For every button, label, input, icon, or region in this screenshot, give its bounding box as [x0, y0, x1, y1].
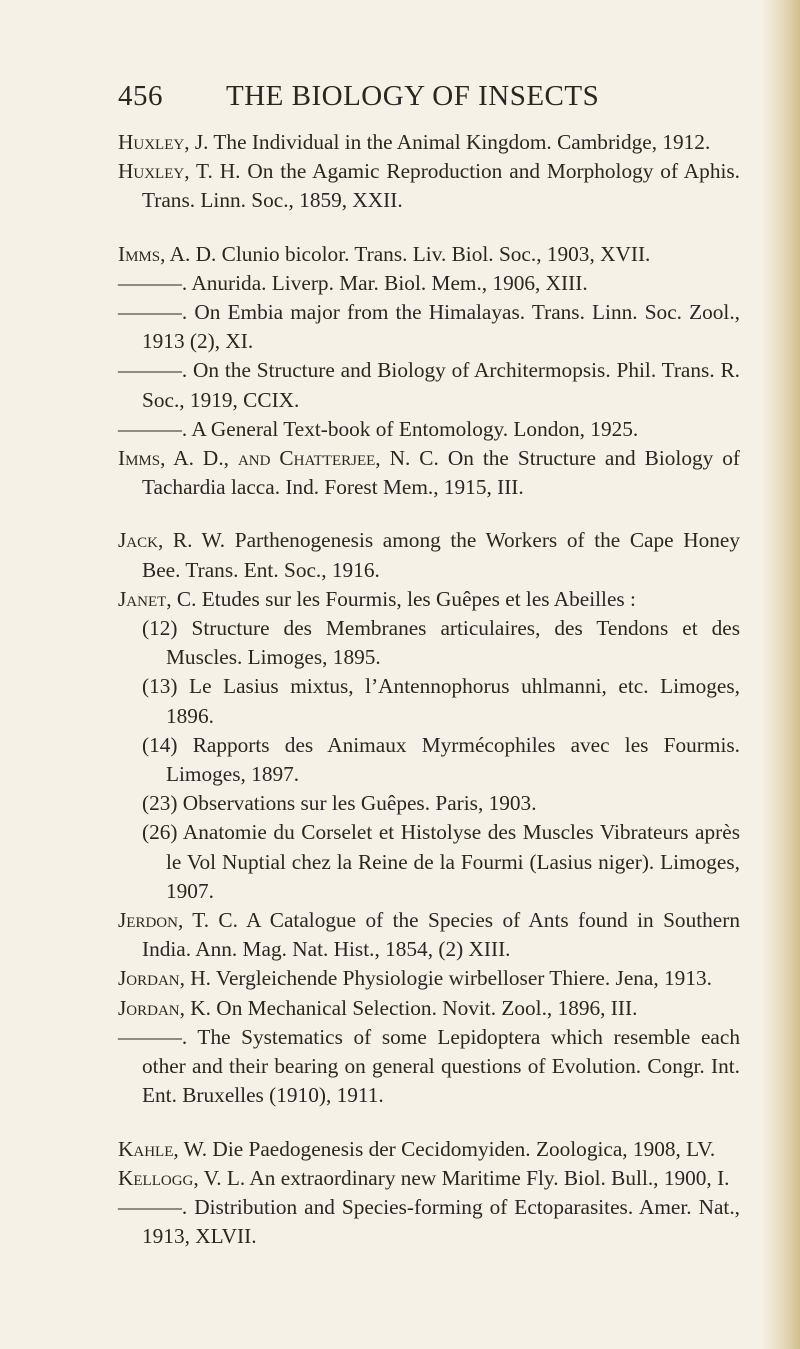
page-number: 456: [118, 80, 163, 112]
citation: A Catalogue of the Species of Ants found in Southern India. Ann. Mag. Nat. Hist., 1854, (2) XIII.: [142, 908, 740, 962]
ditto-dash: ———.: [118, 300, 188, 325]
section-gap: [118, 216, 740, 240]
author: Jack, R. W.: [118, 528, 226, 553]
ditto-dash: ———.: [118, 416, 188, 441]
ditto-dash: ———.: [118, 270, 188, 295]
bib-entry: [118, 1135, 740, 1164]
citation: Die Paedogenesis der Cecidomyiden. Zoologica, 1908, LV.: [207, 1136, 716, 1161]
author: Jordan, H.: [118, 966, 211, 991]
bib-entry: [118, 964, 740, 993]
bib-entry: [118, 526, 740, 584]
subentry-number: (14): [142, 732, 178, 757]
subentry-number: (23): [142, 791, 178, 816]
author: Jordan, K.: [118, 995, 211, 1020]
bib-entry: [118, 585, 740, 614]
subentry-number: (13): [142, 674, 178, 699]
ditto-dash: ———.: [118, 358, 188, 383]
author: Kellogg, V. L.: [118, 1165, 246, 1190]
bib-subentry: [118, 818, 740, 906]
section-gap: [118, 1111, 740, 1135]
page-edge-shading: [762, 0, 800, 1349]
citation: Le Lasius mixtus, l’Antennophorus uhlmanni, etc. Limoges, 1896.: [166, 674, 740, 728]
citation: On the Structure and Biology of Architermopsis. Phil. Trans. R. Soc., 1919, CCIX.: [142, 358, 740, 412]
bib-entry: [118, 1164, 740, 1193]
bib-subentry: [118, 789, 740, 818]
ditto-dash: ———.: [118, 1024, 188, 1049]
ditto-dash: ———.: [118, 1194, 188, 1219]
citation: Distribution and Species-forming of Ectoparasites. Amer. Nat., 1913, XLVII.: [142, 1194, 740, 1249]
author: Imms, A. D., and Chatterjee, N. C.: [118, 446, 439, 471]
bib-entry: [118, 240, 740, 269]
running-header: [118, 80, 740, 120]
author: Huxley, T. H.: [118, 159, 241, 184]
bib-entry: [118, 906, 740, 964]
bib-subentry: [118, 614, 740, 672]
citation: On the Agamic Reproduction and Morphology of Aphis. Trans. Linn. Soc., 1859, XXII.: [142, 159, 740, 213]
citation: Clunio bicolor. Trans. Liv. Biol. Soc., 1903, XVII.: [216, 241, 651, 266]
citation: The Systematics of some Lepidoptera which resemble each other and their bearing on general questions of Evolution. Congr. Int. Ent. Bruxelles (1910), 1911.: [142, 1024, 740, 1108]
citation: Etudes sur les Fourmis, les Guêpes et les Abeilles :: [196, 586, 636, 611]
bib-subentry: [118, 672, 740, 730]
citation: Observations sur les Guêpes. Paris, 1903.: [177, 791, 537, 816]
subentry-number: (26): [142, 820, 178, 845]
author: Kahle, W.: [118, 1136, 208, 1161]
author: Huxley, J.: [118, 130, 209, 154]
bibliography: [118, 128, 740, 1251]
author: Janet, C.: [118, 586, 197, 611]
subentry-number: (12): [142, 616, 178, 641]
bib-entry: [118, 415, 740, 444]
bib-entry: [118, 128, 740, 157]
citation: Anurida. Liverp. Mar. Biol. Mem., 1906, XIII.: [187, 270, 588, 295]
bib-entry: [118, 157, 740, 215]
citation: The Individual in the Animal Kingdom. Cambridge, 1912.: [208, 130, 711, 154]
citation: Structure des Membranes articulaires, des Tendons et des Muscles. Limoges, 1895.: [166, 616, 740, 670]
citation: Parthenogenesis among the Workers of the Cape Honey Bee. Trans. Ent. Soc., 1916.: [142, 528, 740, 582]
citation: On the Structure and Biology of Tachardia lacca. Ind. Forest Mem., 1915, III.: [142, 446, 740, 500]
author: Imms, A. D.: [118, 241, 217, 266]
bib-entry: [118, 298, 740, 356]
bib-entry: [118, 1193, 740, 1251]
bib-entry: [118, 269, 740, 298]
section-gap: [118, 502, 740, 526]
running-title: THE BIOLOGY OF INSECTS: [226, 80, 600, 112]
citation: On Embia major from the Himalayas. Trans. Linn. Soc. Zool., 1913 (2), XI.: [142, 300, 740, 354]
bib-subentry: [118, 731, 740, 789]
bib-entry: [118, 994, 740, 1023]
citation: An extraordinary new Maritime Fly. Biol. Bull., 1900, I.: [245, 1165, 730, 1190]
citation: Anatomie du Corselet et Histolyse des Muscles Vibrateurs après le Vol Nuptial chez la Reine de la Fourmi (Lasius niger). Limoges, 1907.: [166, 820, 740, 903]
citation: Vergleichende Physiologie wirbelloser Thiere. Jena, 1913.: [210, 966, 712, 991]
citation: On Mechanical Selection. Novit. Zool., 1896, III.: [210, 995, 638, 1020]
author: Jerdon, T. C.: [118, 908, 238, 933]
citation: Rapports des Animaux Myrmécophiles avec les Fourmis. Limoges, 1897.: [166, 732, 740, 787]
bib-entry: [118, 356, 740, 414]
citation: A General Text-book of Entomology. London, 1925.: [187, 416, 639, 441]
bib-entry: [118, 1023, 740, 1111]
bib-entry: [118, 444, 740, 502]
